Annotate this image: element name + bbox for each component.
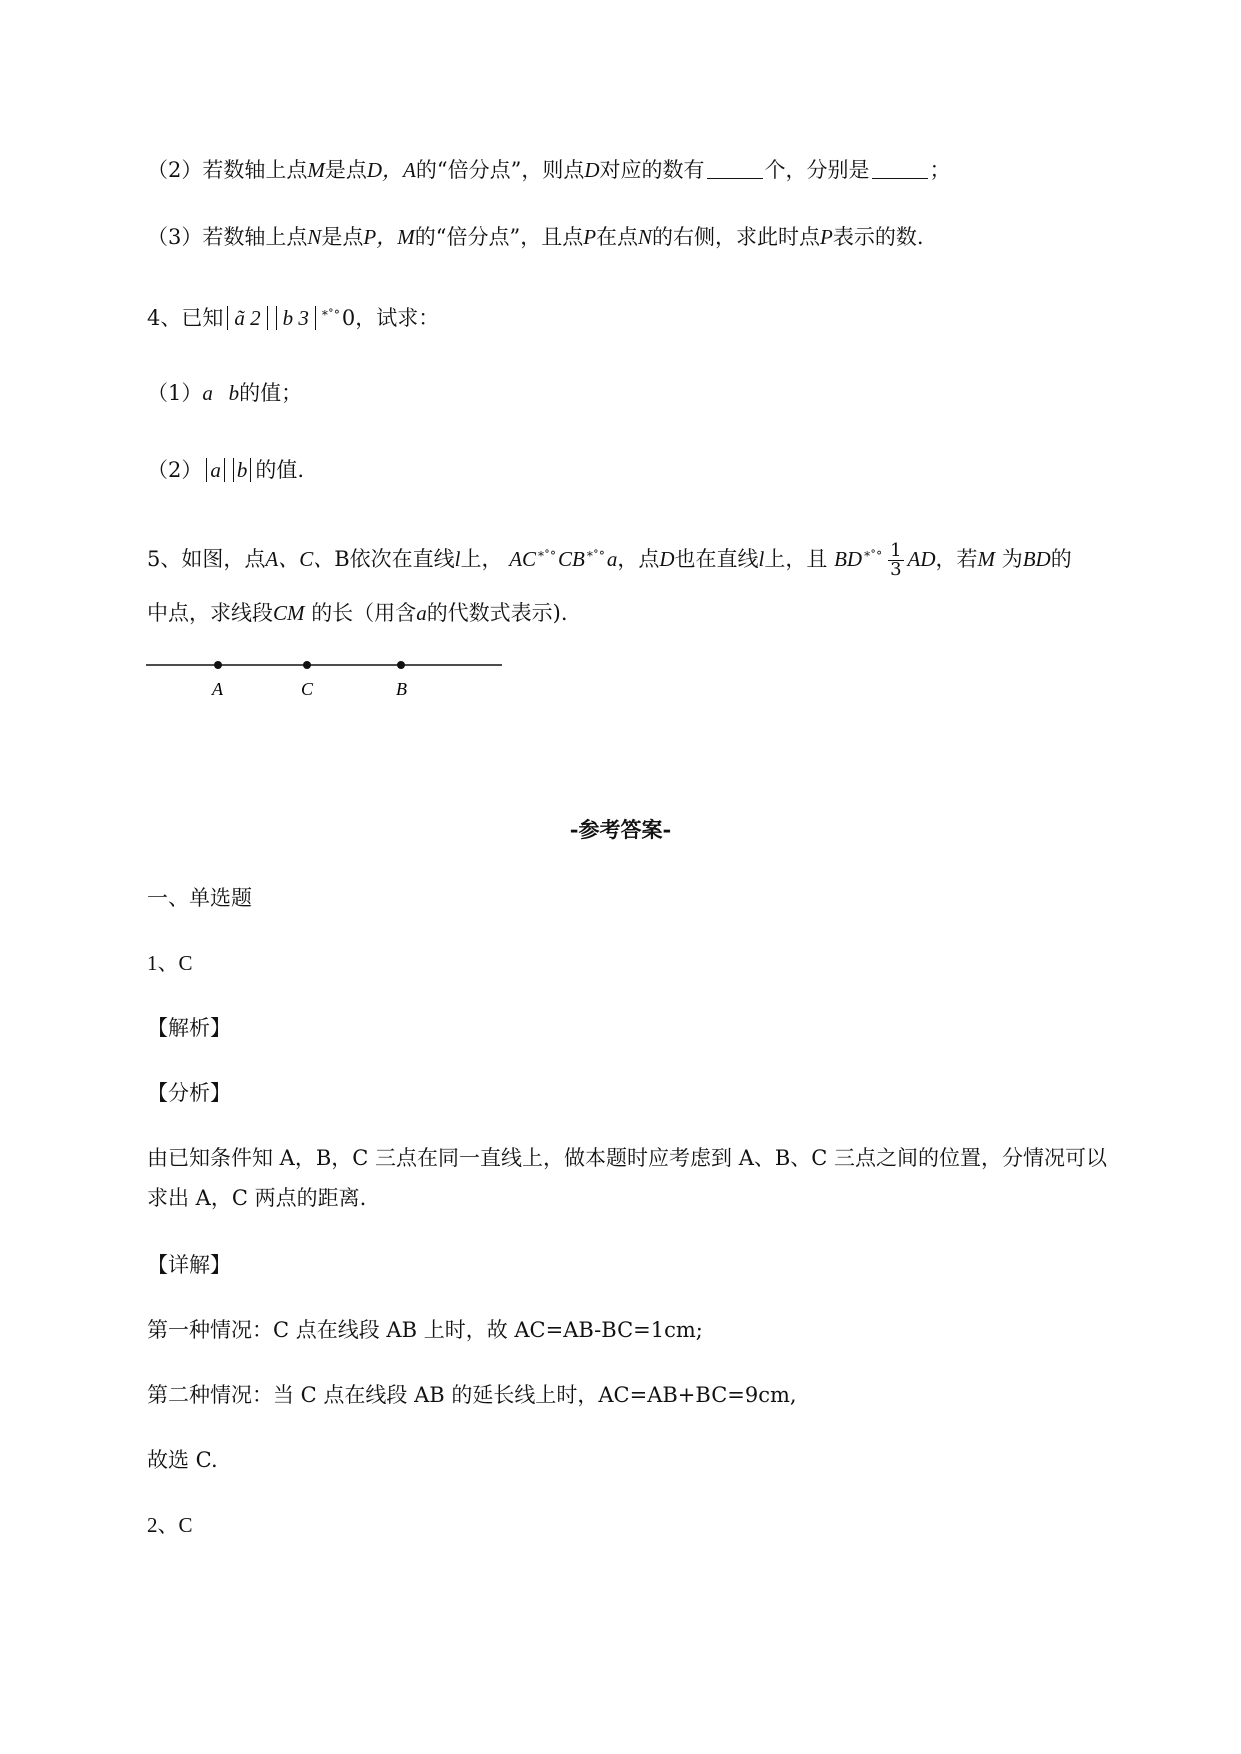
math-var: l	[454, 547, 461, 571]
fenxi-heading: 【分析】	[147, 1081, 231, 1105]
math-var: P	[820, 225, 833, 249]
math-var: D	[659, 547, 675, 571]
math-var: M	[977, 547, 996, 571]
q3-part3	[147, 222, 924, 252]
text: （2）	[147, 458, 203, 482]
math-var: A、C、	[265, 547, 335, 571]
fill-blank	[872, 160, 928, 179]
text: 上，且	[764, 547, 828, 571]
absolute-value: ã 2	[227, 306, 267, 330]
xiangjie-heading: 【详解】	[147, 1253, 231, 1277]
math-var: AD	[907, 547, 936, 571]
q4-part1	[147, 378, 302, 408]
math-var: AC	[509, 547, 537, 571]
math-var: D，A	[366, 158, 416, 182]
q3-part2	[147, 155, 951, 185]
text: 的“倍分点”，则点	[415, 158, 585, 182]
conclusion: 故选 C.	[147, 1448, 218, 1472]
text: 4、已知	[147, 306, 224, 330]
text: （3）若数轴上点	[147, 225, 308, 249]
answers-title: -参考答案-	[569, 817, 672, 842]
answer-2: 2、C	[147, 1513, 193, 1537]
text: 对应的数有	[599, 158, 705, 182]
text: 的长（用含	[311, 601, 417, 625]
fill-blank	[707, 160, 763, 179]
text: ，若	[935, 547, 978, 571]
point-c-label: C	[301, 679, 314, 699]
point-a-dot	[214, 661, 222, 669]
line-segment-figure	[140, 650, 520, 710]
point-a-label: A	[212, 679, 223, 699]
text: 的值；	[239, 381, 303, 405]
text: 的“倍分点”，且点	[414, 225, 584, 249]
math-var: N	[307, 225, 322, 249]
analysis-line-1: 由已知条件知 A，B，C 三点在同一直线上，做本题时应考虑到 A、B、C 三点之间的位置，分情况可以	[147, 1146, 1108, 1170]
text: 的值.	[255, 458, 305, 482]
text: （2）若数轴上点	[147, 158, 308, 182]
answer-1: 1、C	[147, 951, 193, 975]
math-var: BD	[834, 547, 863, 571]
q4-part2	[147, 455, 304, 485]
point-b-dot	[397, 661, 405, 669]
text: ，点	[617, 547, 660, 571]
text: 表示的数.	[832, 225, 924, 249]
math-var: D	[584, 158, 600, 182]
math-var: CM	[273, 601, 305, 625]
text: 0，试求：	[341, 306, 440, 330]
point-c-dot	[303, 661, 311, 669]
text: 的代数式表示).	[426, 601, 568, 625]
case-1: 第一种情况：C 点在线段 AB 上时，故 AC=AB-BC=1cm;	[147, 1318, 703, 1342]
text: B依次在直线	[334, 547, 455, 571]
math-var: P，M	[363, 225, 415, 249]
text: 个，分别是	[764, 158, 870, 182]
math-expr: a b	[202, 381, 240, 405]
absolute-value: b	[233, 458, 252, 482]
text: 是点	[324, 158, 367, 182]
garbled-equals-glyph: *˚°	[321, 308, 340, 322]
point-b-label: B	[396, 679, 407, 699]
text: 是点	[321, 225, 364, 249]
math-var: l	[758, 547, 765, 571]
jiexi-heading: 【解析】	[147, 1016, 231, 1040]
text: 的右侧，求此时点	[652, 225, 821, 249]
text: 在点	[596, 225, 639, 249]
garbled-equals-glyph: *˚°	[538, 549, 557, 563]
garbled-equals-glyph: *˚°	[864, 549, 883, 563]
text: ；	[929, 158, 951, 182]
q4-stem	[147, 300, 439, 333]
math-var: a	[416, 601, 427, 625]
fraction-numerator: 1	[890, 540, 902, 561]
text: 中点，求线段	[147, 601, 273, 625]
q5-line2	[147, 598, 568, 628]
fraction	[888, 542, 903, 579]
math-var: BD	[1022, 547, 1051, 571]
garbled-equals-glyph: *˚°	[586, 549, 605, 563]
math-var: N	[638, 225, 653, 249]
text: （1）	[147, 381, 203, 405]
case-2: 第二种情况：当 C 点在线段 AB 的延长线上时，AC=AB+BC=9cm,	[147, 1383, 797, 1407]
fraction-denominator: 3	[890, 559, 902, 580]
text: 为	[1001, 547, 1023, 571]
math-var: a	[606, 547, 618, 571]
text: 也在直线	[674, 547, 759, 571]
text: 5、如图，点	[147, 547, 266, 571]
absolute-value: a	[206, 458, 225, 482]
math-var: M	[307, 158, 325, 182]
math-var: P	[583, 225, 597, 249]
absolute-value: b 3	[276, 306, 316, 330]
math-var: CB	[558, 547, 585, 571]
section-heading: 一、单选题	[147, 886, 252, 910]
analysis-line-2: 求出 A，C 两点的距离.	[147, 1186, 367, 1210]
text: 上，	[460, 547, 503, 571]
q5-line1	[147, 541, 1072, 579]
text: 的	[1050, 547, 1072, 571]
